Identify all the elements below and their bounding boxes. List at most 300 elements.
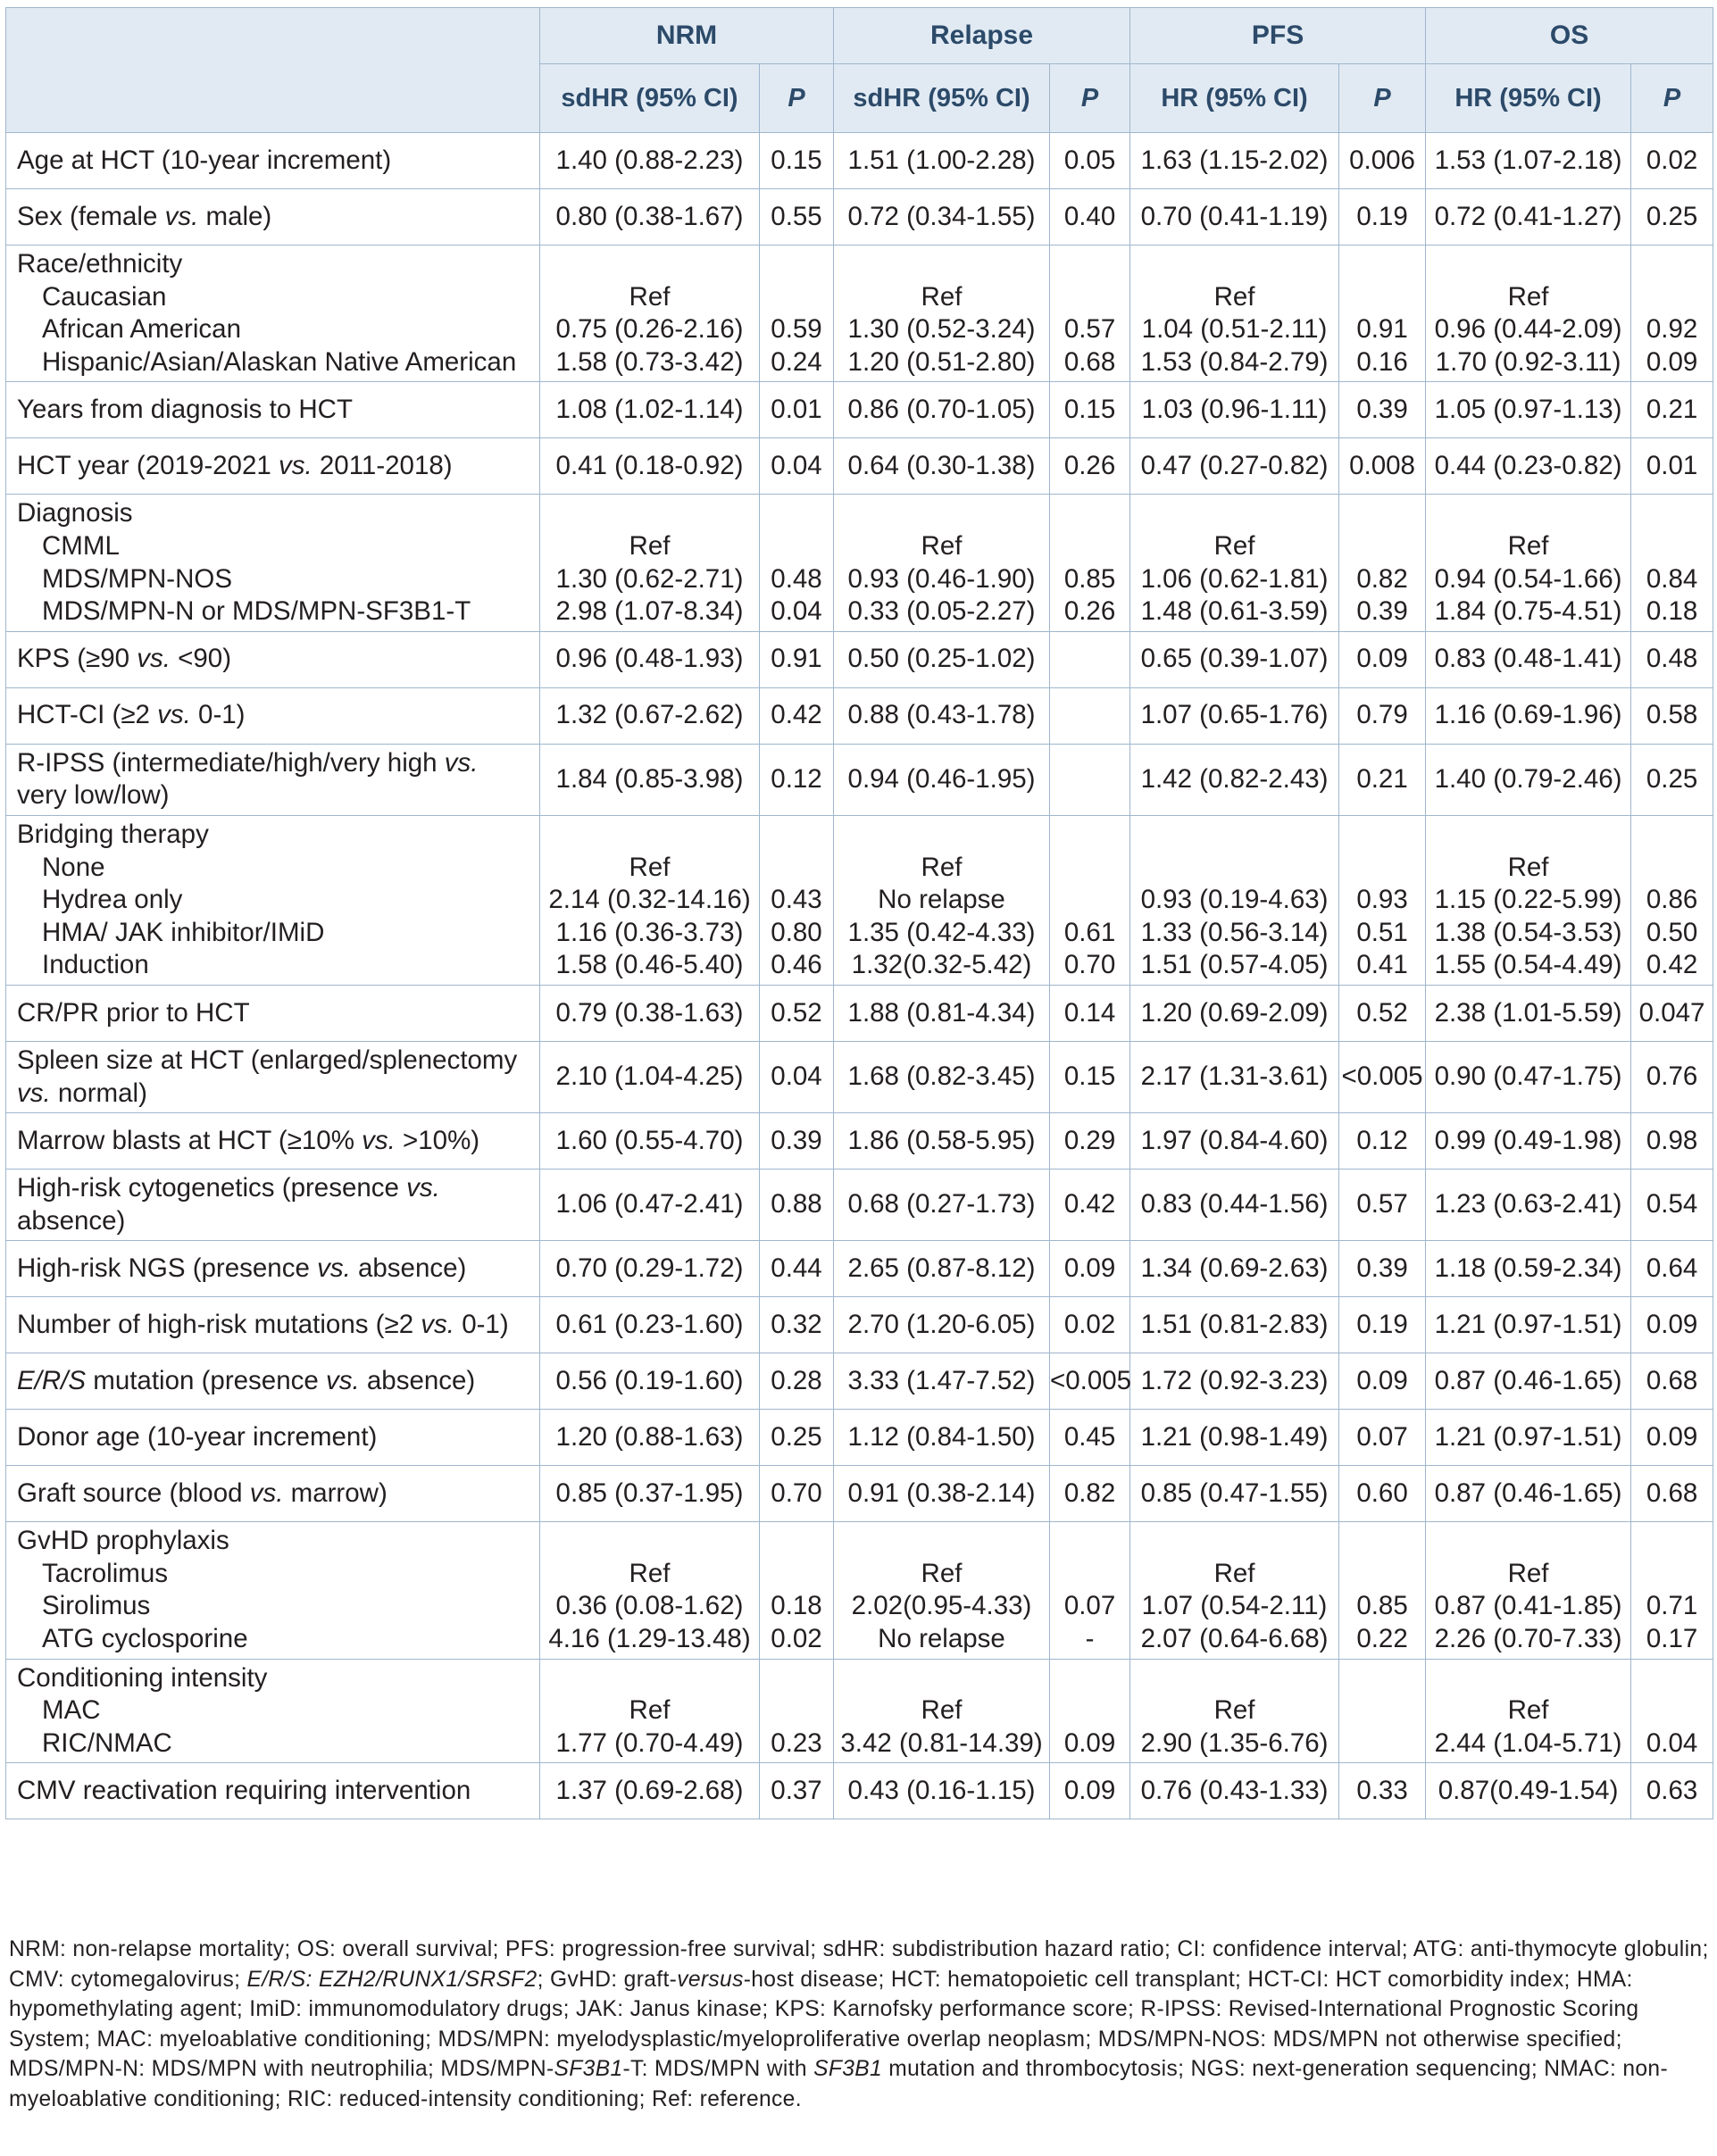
- cell-value: 0.33: [1356, 1776, 1408, 1806]
- cell-value: -: [1085, 1624, 1095, 1654]
- cell-value: 1.33 (0.56-3.14): [1140, 917, 1329, 947]
- cell-nrm-p: [760, 189, 834, 246]
- cell-value: [1631, 1662, 1713, 1695]
- cell-relapse-p: [1050, 133, 1130, 189]
- cell-value: [1631, 1694, 1713, 1727]
- row-label: [6, 815, 540, 985]
- row-label: [6, 1297, 540, 1353]
- cell-os-hr: [1426, 189, 1631, 246]
- cell-os-p: [1631, 1241, 1713, 1297]
- cell-value: [1050, 1662, 1129, 1695]
- cell-value: 0.12: [1356, 1125, 1408, 1155]
- row-label: [6, 744, 540, 815]
- cell-nrm-hr: [540, 815, 760, 985]
- cell-value: 1.07 (0.65-1.76): [1140, 700, 1329, 730]
- cell-value: 0.96 (0.48-1.93): [555, 644, 744, 674]
- cell-relapse-hr: [834, 246, 1050, 382]
- cell-relapse-hr: [834, 1410, 1050, 1466]
- cell-value: 0.23: [771, 1727, 822, 1758]
- cell-os-p: [1631, 815, 1713, 985]
- cell-value: 0.64 (0.30-1.38): [847, 451, 1036, 481]
- table-row: [6, 1113, 1713, 1170]
- cell-relapse-hr: [834, 1763, 1050, 1819]
- cell-os-p: [1631, 382, 1713, 438]
- cell-pfs-p: [1339, 1763, 1426, 1819]
- subheader-pfs-hr: HR (95% CI): [1130, 64, 1339, 133]
- cell-os-hr: [1426, 815, 1631, 985]
- cell-nrm-p: [760, 382, 834, 438]
- cell-nrm-p: [760, 438, 834, 495]
- cell-value: [1339, 281, 1425, 314]
- cell-relapse-hr: [834, 1353, 1050, 1410]
- cell-value: 0.52: [1356, 997, 1408, 1028]
- cell-value: 0.79: [1356, 700, 1408, 730]
- cell-value: [760, 852, 833, 885]
- cell-value: 1.42 (0.82-2.43): [1140, 764, 1329, 795]
- cell-value: No relapse: [878, 1624, 1005, 1654]
- cell-relapse-p: [1050, 189, 1130, 246]
- cell-value: 0.33 (0.05-2.27): [847, 596, 1036, 627]
- cell-value: 0.29: [1063, 1125, 1116, 1155]
- cell-value: 0.19: [1356, 201, 1408, 231]
- cell-value: 0.93: [1356, 885, 1408, 915]
- cell-value: 0.40: [1063, 201, 1116, 231]
- cell-value: [1050, 852, 1129, 885]
- cell-value: [1050, 884, 1129, 917]
- cell-value: 0.24: [771, 346, 822, 377]
- cell-value: 0.55: [771, 201, 822, 231]
- cell-value: 0.36 (0.08-1.62): [555, 1591, 744, 1621]
- cell-value: 0.32: [771, 1309, 822, 1339]
- cell-value: 4.16 (1.29-13.48): [548, 1624, 751, 1654]
- row-label: [6, 1522, 540, 1659]
- table-row: [6, 133, 1713, 189]
- cell-value: 0.25: [771, 1421, 822, 1452]
- header-pfs: PFS: [1130, 8, 1426, 64]
- cell-value: 1.51 (1.00-2.28): [847, 145, 1036, 175]
- cell-value: 0.44 (0.23-0.82): [1434, 451, 1622, 481]
- cell-value: 1.15 (0.22-5.99): [1434, 885, 1622, 915]
- cell-value: 1.60 (0.55-4.70): [555, 1125, 744, 1155]
- cell-nrm-hr: [540, 1353, 760, 1410]
- cell-relapse-p: [1050, 1353, 1130, 1410]
- row-label: [6, 438, 540, 495]
- cell-value: 0.28: [771, 1365, 822, 1395]
- cell-nrm-hr: [540, 1410, 760, 1466]
- cell-value: 0.85: [1356, 1591, 1408, 1621]
- cell-value: 0.87 (0.46-1.65): [1434, 1365, 1622, 1395]
- row-label-text: CMV reactivation requiring intervention: [17, 1776, 471, 1806]
- cell-value: 0.09: [1356, 1365, 1408, 1395]
- cell-value: 1.21 (0.97-1.51): [1434, 1421, 1622, 1452]
- cell-pfs-hr: [1130, 382, 1339, 438]
- cell-os-p: [1631, 189, 1713, 246]
- cell-pfs-hr: [1130, 985, 1339, 1041]
- cell-value: [1631, 497, 1713, 530]
- cell-value: Ref: [921, 530, 963, 561]
- cell-pfs-p: [1339, 985, 1426, 1041]
- row-label-text: Spleen size at HCT (enlarged/splenectomy: [17, 1045, 518, 1075]
- table-row: [6, 1353, 1713, 1410]
- cell-value: [1050, 248, 1129, 281]
- cell-relapse-hr: [834, 133, 1050, 189]
- row-sublabel: CMML: [42, 530, 120, 561]
- cell-pfs-p: [1339, 133, 1426, 189]
- cell-value: 0.09: [1646, 1309, 1698, 1339]
- cell-value: 2.02(0.95-4.33): [851, 1591, 1032, 1621]
- row-label-text: Race/ethnicity: [17, 249, 183, 279]
- cell-value: 1.34 (0.69-2.63): [1140, 1253, 1329, 1283]
- cell-os-hr: [1426, 1763, 1631, 1819]
- row-label-text: very low/low): [17, 780, 170, 811]
- multivariable-results-table: [5, 7, 1713, 1819]
- cell-value: 0.09: [1646, 346, 1698, 377]
- subheader-nrm-p: P: [760, 64, 834, 133]
- cell-value: 0.91: [771, 644, 822, 674]
- cell-relapse-hr: [834, 495, 1050, 631]
- header-os: OS: [1426, 8, 1713, 64]
- row-label: [6, 495, 540, 631]
- cell-nrm-p: [760, 1466, 834, 1522]
- cell-value: 1.72 (0.92-3.23): [1140, 1365, 1329, 1395]
- cell-value: No relapse: [878, 885, 1005, 915]
- cell-value: 1.06 (0.62-1.81): [1140, 563, 1329, 594]
- cell-value: [760, 1558, 833, 1591]
- cell-value: 0.047: [1638, 997, 1705, 1028]
- cell-value: 1.58 (0.46-5.40): [555, 950, 744, 980]
- cell-value: 0.79 (0.38-1.63): [555, 997, 744, 1028]
- cell-value: 1.86 (0.58-5.95): [847, 1125, 1036, 1155]
- cell-value: [540, 1662, 759, 1695]
- cell-value: 1.84 (0.75-4.51): [1434, 596, 1622, 627]
- cell-value: 0.18: [771, 1591, 822, 1621]
- cell-value: [1339, 530, 1425, 563]
- cell-value: [1339, 497, 1425, 530]
- cell-nrm-hr: [540, 631, 760, 687]
- cell-value: 2.98 (1.07-8.34): [555, 596, 744, 627]
- cell-value: 0.47 (0.27-0.82): [1140, 451, 1329, 481]
- row-label: [6, 1466, 540, 1522]
- row-sublabel: Sirolimus: [42, 1591, 151, 1621]
- cell-os-p: [1631, 1297, 1713, 1353]
- cell-os-p: [1631, 1353, 1713, 1410]
- cell-value: [1631, 281, 1713, 314]
- cell-value: [1130, 1525, 1338, 1558]
- subheader-pfs-p: P: [1339, 64, 1426, 133]
- row-label-text: HCT year (2019-2021 vs. 2011-2018): [17, 451, 453, 481]
- cell-value: 0.15: [1063, 1061, 1116, 1092]
- cell-value: 0.72 (0.41-1.27): [1434, 201, 1622, 231]
- cell-value: [1050, 699, 1129, 732]
- cell-value: 0.02: [1646, 145, 1698, 175]
- cell-nrm-p: [760, 744, 834, 815]
- cell-value: [1339, 852, 1425, 885]
- cell-value: 0.07: [1356, 1421, 1408, 1452]
- cell-os-hr: [1426, 1466, 1631, 1522]
- cell-value: 1.32 (0.67-2.62): [555, 700, 744, 730]
- cell-pfs-p: [1339, 631, 1426, 687]
- cell-value: [1130, 819, 1338, 852]
- cell-value: 0.05: [1063, 145, 1116, 175]
- cell-os-hr: [1426, 1041, 1631, 1112]
- table-row: [6, 744, 1713, 815]
- cell-value: Ref: [629, 1695, 671, 1726]
- cell-value: [1631, 530, 1713, 563]
- row-label-text: Bridging therapy: [17, 819, 209, 849]
- cell-value: 1.12 (0.84-1.50): [847, 1421, 1036, 1452]
- row-label: [6, 1353, 540, 1410]
- cell-value: 2.44 (1.04-5.71): [1434, 1727, 1622, 1758]
- row-sublabel: MDS/MPN-NOS: [42, 563, 233, 594]
- cell-relapse-hr: [834, 1659, 1050, 1763]
- cell-os-p: [1631, 1763, 1713, 1819]
- cell-value: 1.21 (0.98-1.49): [1140, 1421, 1329, 1452]
- row-label: [6, 1113, 540, 1170]
- cell-value: [834, 497, 1049, 530]
- table-row: [6, 495, 1713, 631]
- row-label-text: Conditioning intensity: [17, 1662, 268, 1693]
- cell-os-hr: [1426, 1659, 1631, 1763]
- cell-os-p: [1631, 1522, 1713, 1659]
- cell-value: 0.04: [771, 596, 822, 627]
- row-label-text: Years from diagnosis to HCT: [17, 395, 354, 425]
- row-label: [6, 1410, 540, 1466]
- cell-value: 1.97 (0.84-4.60): [1140, 1125, 1329, 1155]
- cell-pfs-hr: [1130, 687, 1339, 744]
- cell-os-hr: [1426, 1297, 1631, 1353]
- row-label-text: vs. normal): [17, 1078, 147, 1108]
- cell-nrm-hr: [540, 985, 760, 1041]
- cell-relapse-hr: [834, 687, 1050, 744]
- cell-value: [1050, 530, 1129, 563]
- cell-value: Ref: [629, 852, 671, 882]
- cell-nrm-p: [760, 687, 834, 744]
- cell-value: 1.08 (1.02-1.14): [555, 395, 744, 425]
- cell-value: 1.04 (0.51-2.11): [1141, 314, 1328, 345]
- row-label: [6, 189, 540, 246]
- row-sublabel: Hispanic/Asian/Alaskan Native American: [42, 346, 517, 377]
- cell-os-hr: [1426, 382, 1631, 438]
- table-row: [6, 1041, 1713, 1112]
- cell-pfs-p: [1339, 495, 1426, 631]
- row-label: [6, 246, 540, 382]
- cell-value: Ref: [1213, 281, 1255, 312]
- cell-value: 0.61: [1063, 917, 1116, 947]
- cell-value: 1.30 (0.52-3.24): [847, 314, 1036, 345]
- cell-value: [760, 1662, 833, 1695]
- cell-value: 0.90 (0.47-1.75): [1434, 1061, 1622, 1092]
- cell-value: 1.30 (0.62-2.71): [555, 563, 744, 594]
- cell-pfs-hr: [1130, 1241, 1339, 1297]
- cell-value: 0.09: [1063, 1253, 1116, 1283]
- cell-nrm-p: [760, 1113, 834, 1170]
- cell-value: [1050, 1558, 1129, 1591]
- cell-value: [1426, 497, 1630, 530]
- table-row: [6, 1659, 1713, 1763]
- cell-value: 1.70 (0.92-3.11): [1435, 346, 1621, 377]
- cell-value: 0.99 (0.49-1.98): [1434, 1125, 1622, 1155]
- cell-value: 0.09: [1646, 1421, 1698, 1452]
- cell-value: 0.15: [1063, 395, 1116, 425]
- cell-value: 0.26: [1063, 451, 1116, 481]
- cell-nrm-p: [760, 1170, 834, 1241]
- cell-value: Ref: [629, 530, 671, 561]
- cell-value: 0.15: [771, 145, 822, 175]
- cell-value: [760, 248, 833, 281]
- table-row: [6, 1170, 1713, 1241]
- cell-value: 1.20 (0.88-1.63): [555, 1421, 744, 1452]
- cell-relapse-hr: [834, 631, 1050, 687]
- cell-value: 0.008: [1349, 451, 1415, 481]
- cell-value: 0.58: [1646, 700, 1698, 730]
- cell-nrm-p: [760, 1041, 834, 1112]
- row-label: [6, 1041, 540, 1112]
- cell-value: 0.92: [1646, 314, 1698, 345]
- cell-value: [1130, 1662, 1338, 1695]
- cell-os-p: [1631, 744, 1713, 815]
- row-label-text: KPS (≥90 vs. <90): [17, 644, 232, 674]
- cell-relapse-hr: [834, 189, 1050, 246]
- row-sublabel: None: [42, 852, 105, 882]
- cell-os-hr: [1426, 1241, 1631, 1297]
- cell-value: 0.42: [1063, 1189, 1116, 1220]
- cell-value: 1.84 (0.85-3.98): [555, 764, 744, 795]
- row-label-text: GvHD prophylaxis: [17, 1526, 229, 1556]
- cell-value: 2.26 (0.70-7.33): [1434, 1624, 1622, 1654]
- cell-relapse-p: [1050, 438, 1130, 495]
- row-label: [6, 687, 540, 744]
- cell-pfs-hr: [1130, 1170, 1339, 1241]
- cell-pfs-p: [1339, 382, 1426, 438]
- cell-pfs-hr: [1130, 1041, 1339, 1112]
- cell-nrm-hr: [540, 1763, 760, 1819]
- cell-value: 0.60: [1356, 1478, 1408, 1508]
- row-label-text: Marrow blasts at HCT (≥10% vs. >10%): [17, 1125, 480, 1155]
- subheader-relapse-p: P: [1050, 64, 1130, 133]
- cell-value: 2.10 (1.04-4.25): [555, 1061, 744, 1092]
- row-label-text: Graft source (blood vs. marrow): [17, 1478, 388, 1508]
- cell-value: 0.21: [1646, 395, 1698, 425]
- subheader-os-hr: HR (95% CI): [1426, 64, 1631, 133]
- cell-nrm-hr: [540, 1522, 760, 1659]
- cell-value: [1339, 1662, 1425, 1695]
- cell-os-p: [1631, 1041, 1713, 1112]
- cell-value: 0.04: [771, 1061, 822, 1092]
- cell-value: 0.48: [1646, 644, 1698, 674]
- cell-os-p: [1631, 1410, 1713, 1466]
- cell-value: [1130, 497, 1338, 530]
- cell-os-hr: [1426, 631, 1631, 687]
- cell-value: 0.22: [1356, 1624, 1408, 1654]
- cell-value: [1426, 819, 1630, 852]
- cell-value: [1050, 819, 1129, 852]
- cell-relapse-p: [1050, 1113, 1130, 1170]
- cell-value: 1.16 (0.69-1.96): [1434, 700, 1622, 730]
- table-row: [6, 189, 1713, 246]
- cell-nrm-p: [760, 495, 834, 631]
- cell-value: [1339, 1727, 1425, 1761]
- cell-value: 0.43 (0.16-1.15): [847, 1776, 1036, 1806]
- cell-nrm-hr: [540, 189, 760, 246]
- row-label-text: CR/PR prior to HCT: [17, 997, 250, 1028]
- cell-value: [760, 1525, 833, 1558]
- cell-value: 1.88 (0.81-4.34): [847, 997, 1036, 1028]
- cell-relapse-p: [1050, 1297, 1130, 1353]
- header-relapse: Relapse: [834, 8, 1130, 64]
- cell-value: 0.50 (0.25-1.02): [847, 644, 1036, 674]
- cell-os-p: [1631, 1170, 1713, 1241]
- cell-value: 0.45: [1063, 1421, 1116, 1452]
- cell-os-hr: [1426, 495, 1631, 631]
- row-label-text: Donor age (10-year increment): [17, 1421, 378, 1452]
- cell-value: 0.82: [1356, 563, 1408, 594]
- cell-pfs-hr: [1130, 438, 1339, 495]
- cell-value: 0.88 (0.43-1.78): [847, 700, 1036, 730]
- table-row: [6, 1410, 1713, 1466]
- cell-relapse-hr: [834, 438, 1050, 495]
- row-label: [6, 1763, 540, 1819]
- cell-value: 1.32(0.32-5.42): [851, 950, 1032, 980]
- cell-value: 0.21: [1356, 764, 1408, 795]
- cell-nrm-hr: [540, 246, 760, 382]
- cell-value: 0.52: [771, 997, 822, 1028]
- cell-pfs-p: [1339, 189, 1426, 246]
- cell-pfs-hr: [1130, 815, 1339, 985]
- cell-pfs-hr: [1130, 744, 1339, 815]
- row-sublabel: Tacrolimus: [42, 1558, 168, 1588]
- cell-value: 0.76 (0.43-1.33): [1140, 1776, 1329, 1806]
- table-footnote: NRM: non-relapse mortality; OS: overall survival; PFS: progression-free survival; sdHR: subdistribution hazard ratio; CI: confidence interval; ATG: anti-thymocyte globulin; CMV: cytomegalovirus; E/R/S: EZH2/RUNX1/SRSF2; GvHD: graft-versus-host disease; HCT: hematopoietic cell transplant; HCT-CI: HCT comorbidity index; HMA: hypomethylating agent; ImiD: immunomodulatory drugs; JAK: Janus kinase; KPS: Karnofsky performance score; R-IPSS: Revised-International Prognostic Scoring System; MAC: myeloablative conditioning; MDS/MPN: myelodysplastic/myeloproliferative overlap neoplasm; MDS/MPN-NOS: MDS/MPN not otherwise specified; MDS/MPN-N: MDS/MPN with neutrophilia; MDS/MPN-SF3B1-T: MDS/MPN with SF3B1 mutation and thrombocytosis; NGS: next-generation sequencing; NMAC: non-myeloablative conditioning; RIC: reduced-intensity conditioning; Ref: reference.: [9, 1937, 1709, 2111]
- row-sublabel: MDS/MPN-N or MDS/MPN-SF3B1-T: [42, 596, 471, 627]
- cell-value: 0.80: [771, 917, 822, 947]
- cell-value: 0.42: [1646, 950, 1698, 980]
- cell-relapse-hr: [834, 985, 1050, 1041]
- cell-nrm-hr: [540, 1241, 760, 1297]
- cell-value: 0.85 (0.37-1.95): [555, 1478, 744, 1508]
- cell-value: [834, 248, 1049, 281]
- cell-nrm-p: [760, 1353, 834, 1410]
- cell-value: 0.57: [1356, 1189, 1408, 1220]
- cell-value: 0.70 (0.29-1.72): [555, 1253, 744, 1283]
- cell-value: 0.94 (0.46-1.95): [847, 764, 1036, 795]
- cell-value: [1130, 852, 1338, 885]
- cell-os-p: [1631, 1659, 1713, 1763]
- cell-value: 2.65 (0.87-8.12): [847, 1253, 1036, 1283]
- cell-value: 0.70 (0.41-1.19): [1140, 201, 1329, 231]
- cell-value: [1050, 497, 1129, 530]
- cell-value: 0.84: [1646, 563, 1698, 594]
- row-sublabel: African American: [42, 314, 241, 345]
- cell-os-hr: [1426, 985, 1631, 1041]
- cell-nrm-hr: [540, 382, 760, 438]
- cell-nrm-hr: [540, 744, 760, 815]
- cell-pfs-p: [1339, 1659, 1426, 1763]
- table-row: [6, 815, 1713, 985]
- cell-value: [1050, 1694, 1129, 1727]
- cell-nrm-hr: [540, 1659, 760, 1763]
- cell-value: 1.20 (0.69-2.09): [1140, 997, 1329, 1028]
- cell-nrm-p: [760, 1297, 834, 1353]
- row-sublabel: ATG cyclosporine: [42, 1624, 248, 1654]
- row-label-text: Number of high-risk mutations (≥2 vs. 0-1): [17, 1309, 509, 1339]
- cell-relapse-p: [1050, 1763, 1130, 1819]
- cell-value: 0.12: [771, 764, 822, 795]
- cell-value: [540, 819, 759, 852]
- cell-value: 1.06 (0.47-2.41): [555, 1189, 744, 1220]
- cell-value: 1.53 (0.84-2.79): [1140, 346, 1329, 377]
- cell-relapse-p: [1050, 744, 1130, 815]
- cell-value: 0.94 (0.54-1.66): [1434, 563, 1622, 594]
